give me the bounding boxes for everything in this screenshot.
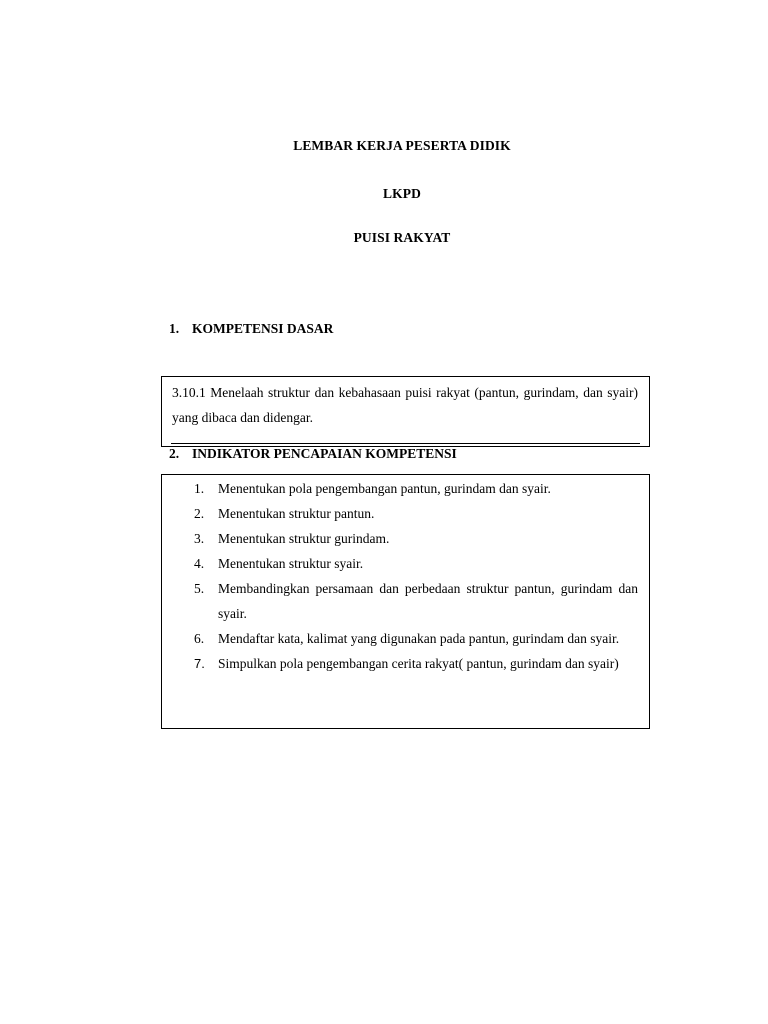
list-item-text: Menentukan struktur syair. — [218, 556, 364, 571]
indikator-list — [162, 476, 638, 676]
kompetensi-dasar-box — [161, 376, 650, 447]
list-item — [162, 626, 638, 651]
section-heading-text: INDIKATOR PENCAPAIAN KOMPETENSI — [192, 446, 457, 461]
list-item-number: 3. — [194, 531, 205, 546]
list-item-text: Simpulkan pola pengembangan cerita rakyat( pantun, gurindam dan syair) — [218, 656, 619, 671]
list-item-text: Menentukan struktur gurindam. — [218, 531, 390, 546]
section-heading-text: KOMPETENSI DASAR — [192, 321, 334, 336]
list-item — [162, 551, 638, 576]
kompetensi-dasar-text: 3.10.1 Menelaah struktur dan kebahasaan puisi rakyat (pantun, gurindam, dan syair) yang dibaca dan didengar. — [172, 385, 638, 425]
list-item — [162, 576, 638, 626]
list-item-text: Menentukan struktur pantun. — [218, 506, 375, 521]
list-item-number: 6. — [194, 631, 205, 646]
indikator-box — [161, 474, 650, 729]
list-item — [162, 476, 638, 501]
section-number: 1. — [169, 321, 180, 336]
list-item-number: 4. — [194, 556, 205, 571]
list-item-number: 7. — [194, 656, 205, 671]
section-heading-kompetensi-dasar — [169, 321, 333, 337]
document-subtitle-lkpd: LKPD — [383, 186, 421, 201]
document-title: LEMBAR KERJA PESERTA DIDIK — [293, 138, 511, 153]
list-item-number: 1. — [194, 481, 205, 496]
section-number: 2. — [169, 446, 180, 461]
list-item — [162, 651, 638, 676]
list-item-number: 5. — [194, 581, 205, 596]
list-item-text: Membandingkan persamaan dan perbedaan struktur pantun, gurindam dan syair. — [218, 581, 638, 621]
list-item-text: Menentukan pola pengembangan pantun, gurindam dan syair. — [218, 481, 551, 496]
list-item — [162, 501, 638, 526]
list-item-number: 2. — [194, 506, 205, 521]
document-topic: PUISI RAKYAT — [353, 230, 451, 245]
section-heading-indikator — [169, 446, 457, 462]
kompetensi-dasar-underline — [171, 443, 640, 444]
list-item — [162, 526, 638, 551]
list-item-text: Mendaftar kata, kalimat yang digunakan pada pantun, gurindam dan syair. — [218, 631, 620, 646]
